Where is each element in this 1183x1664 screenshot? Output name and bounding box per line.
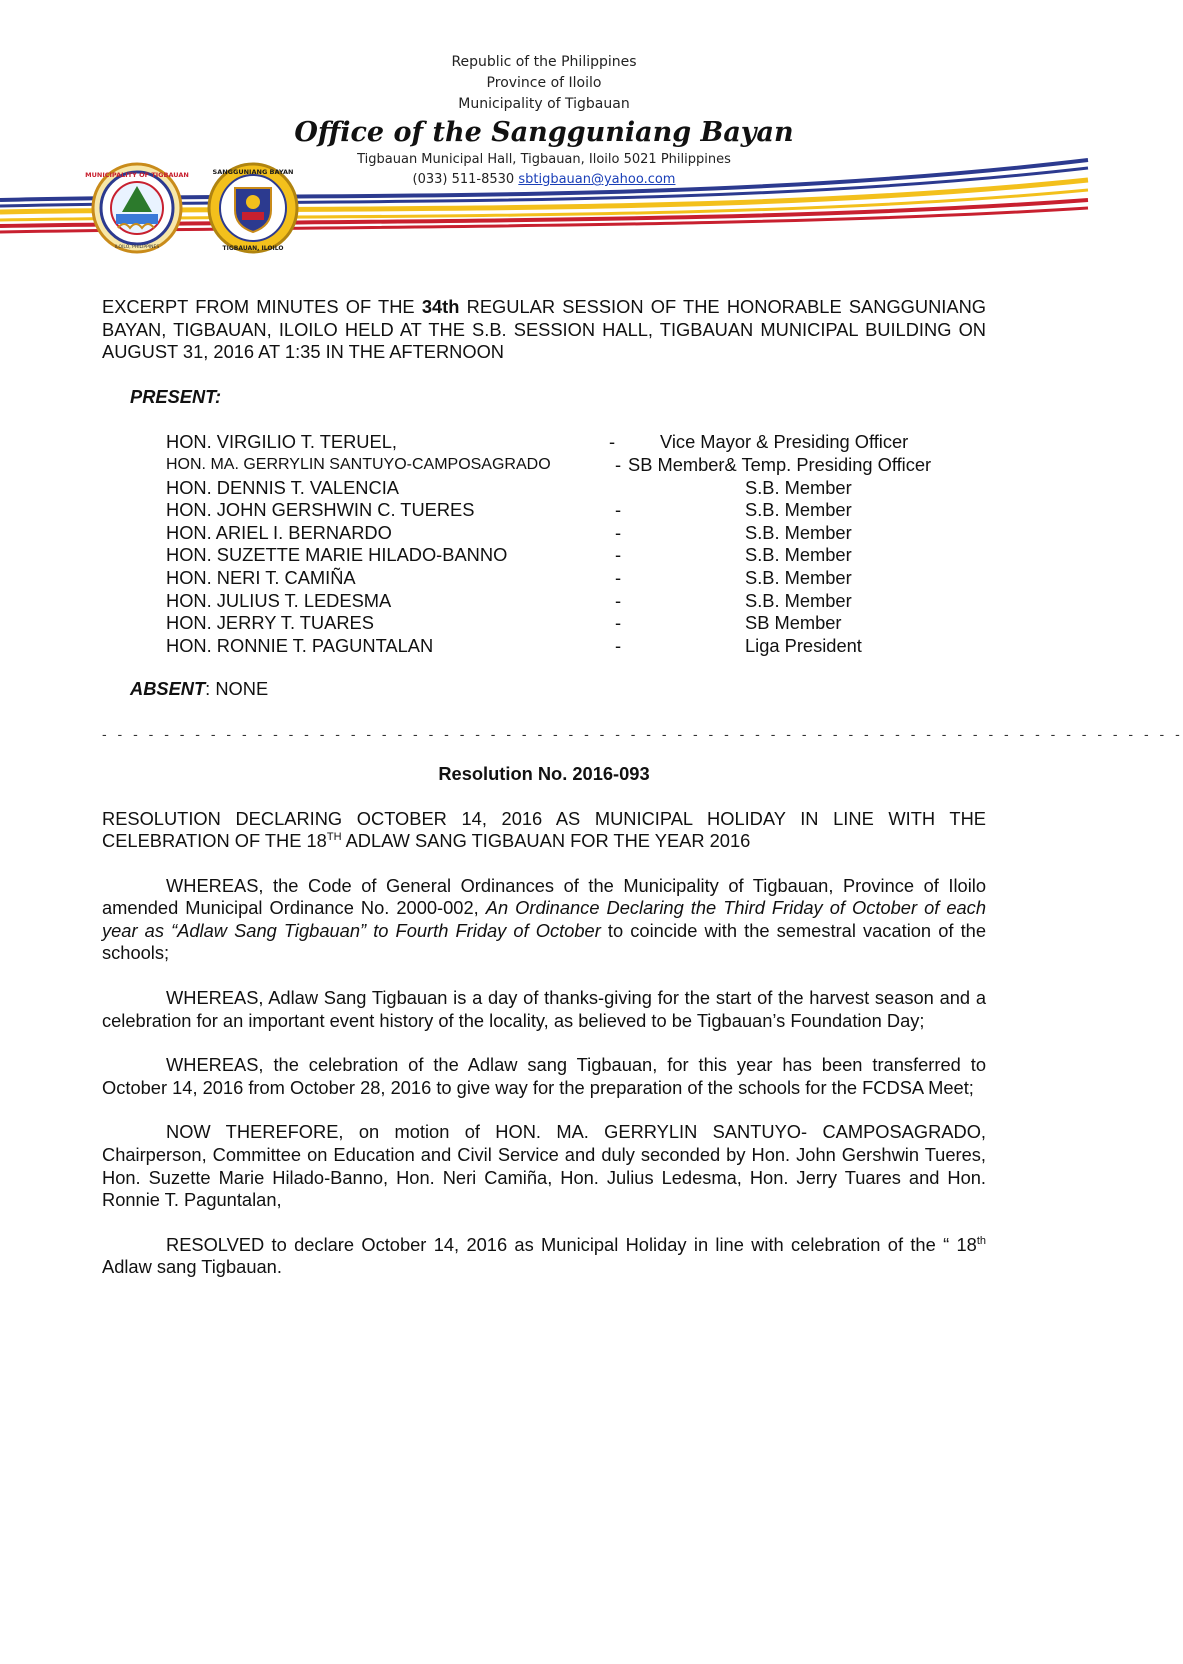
member-position: SB Member& Temp. Presiding Officer	[628, 453, 932, 475]
member-position: S.B. Member	[745, 476, 852, 498]
seal1-ring-text: MUNICIPALITY OF TIGBAUAN	[85, 171, 189, 179]
letterhead-contact	[0, 170, 1088, 190]
member-row	[166, 454, 986, 477]
whereas-paragraph-2: WHEREAS, Adlaw Sang Tigbauan is a day of thanks-giving for the start of the harvest season and a celebration for an important event history of the locality, as believed to be Tigbauan’s Foundation Day;	[102, 987, 986, 1031]
member-position: Vice Mayor & Presiding Officer	[660, 431, 909, 453]
member-dash: -	[615, 612, 622, 634]
member-position: S.B. Member	[745, 589, 852, 611]
seal2-bottom-text: TIGBAUAN, ILOILO	[222, 245, 284, 252]
whereas-paragraph-3: WHEREAS, the celebration of the Adlaw sang Tigbauan, for this year has been transferred to October 14, 2016 from October 28, 2016 to give way for the preparation of the schools for the FCDSA Meet;	[102, 1054, 986, 1098]
member-position: S.B. Member	[745, 521, 852, 543]
letterhead-email-link[interactable]: sbtigbauan@yahoo.com	[518, 172, 676, 187]
member-position: S.B. Member	[745, 566, 852, 588]
member-position: S.B. Member	[745, 544, 852, 566]
members-list	[166, 431, 986, 657]
title-sup: TH	[326, 831, 342, 843]
member-row	[166, 544, 986, 567]
member-name: HON. JULIUS T. LEDESMA	[166, 589, 392, 611]
member-dash: -	[609, 431, 616, 453]
resolved-post: Adlaw sang Tigbauan.	[102, 1256, 282, 1278]
member-name: HON. JOHN GERSHWIN C. TUERES	[166, 499, 475, 521]
member-row	[166, 612, 986, 635]
member-name: HON. DENNIS T. VALENCIA	[166, 476, 399, 498]
member-position: S.B. Member	[745, 499, 852, 521]
member-position: SB Member	[745, 612, 842, 634]
member-dash: -	[615, 589, 622, 611]
resolution-title	[102, 808, 986, 853]
member-row	[166, 477, 986, 500]
absent-value: : NONE	[205, 678, 269, 700]
now-therefore-paragraph: NOW THEREFORE, on motion of HON. MA. GERRYLIN SANTUYO- CAMPOSAGRADO, Chairperson, Committee on Education and Civil Service and duly seconded by Hon. John Gershwin Tueres, Hon. Suzette Marie Hilado-Banno, Hon. Neri Camiña, Hon. Julius Ledesma, Hon. Jerry Tuares and Hon. Ronnie T. Paguntalan,	[102, 1121, 986, 1211]
member-name: HON. SUZETTE MARIE HILADO-BANNO	[166, 544, 508, 566]
member-name: HON. JERRY T. TUARES	[166, 612, 374, 634]
letterhead-phone: (033) 511-8530	[412, 172, 515, 187]
member-name: HON. NERI T. CAMIÑA	[166, 566, 356, 588]
member-dash: -	[615, 544, 622, 566]
resolved-paragraph	[102, 1234, 986, 1279]
letterhead-province: Province of Iloilo	[486, 75, 602, 91]
member-row	[166, 431, 986, 454]
document-body	[102, 296, 1183, 1279]
member-row	[166, 499, 986, 522]
absent-label: ABSENT	[130, 678, 206, 700]
member-dash: -	[615, 453, 622, 475]
member-dash: -	[615, 634, 622, 656]
letterhead	[0, 52, 1088, 190]
member-dash: -	[615, 499, 622, 521]
letterhead-address: Tigbauan Municipal Hall, Tigbauan, Iloilo 5021 Philippines	[357, 152, 731, 167]
member-dash: -	[615, 521, 622, 543]
letterhead-republic: Republic of the Philippines	[451, 54, 637, 70]
excerpt-pre: EXCERPT FROM MINUTES OF THE	[102, 296, 422, 317]
letterhead-office-title: Office of the Sangguniang Bayan	[294, 117, 794, 148]
present-label: PRESENT:	[130, 385, 222, 407]
member-name: HON. ARIEL I. BERNARDO	[166, 521, 392, 543]
resolved-sup: th	[976, 1234, 986, 1247]
member-dash: -	[615, 566, 622, 588]
whereas1-post: to coincide with the semestral vacation of the schools;	[102, 919, 986, 964]
absent-line	[130, 678, 986, 701]
seal1-bottom-text: ILOILO, PHILIPPINES	[114, 245, 160, 250]
title-pre: RESOLUTION DECLARING OCTOBER 14, 2016 AS MUNICIPAL HOLIDAY IN LINE WITH THE CELEBRATION OF THE 18	[102, 807, 986, 852]
member-row	[166, 635, 986, 658]
member-name: HON. RONNIE T. PAGUNTALAN	[166, 634, 434, 656]
member-row	[166, 590, 986, 613]
whereas1-ordinance-title: An Ordinance Declaring the Third Friday of October of each year as “Adlaw Sang Tigbauan” to Fourth Friday of October	[102, 897, 986, 941]
letterhead-municipality: Municipality of Tigbauan	[458, 96, 630, 112]
whereas1-pre: WHEREAS, the Code of General Ordinances of the Municipality of Tigbauan, Province of Iloilo amended Municipal Ordinance No. 2000-002,	[102, 874, 986, 919]
section-divider: - - - - - - - - - - - - - - - - - - - - - - - - - - - - - - - - - - - - - - - - - - - - - - - - - - - - - - - - - - - - - - - - - - - - - -	[102, 725, 1183, 742]
member-name: HON. MA. GERRYLIN SANTUYO-CAMPOSAGRADO	[166, 455, 551, 473]
member-position: Liga President	[745, 634, 862, 656]
resolved-pre: RESOLVED to declare October 14, 2016 as Municipal Holiday in line with celebration of the “ 18	[166, 1233, 977, 1255]
excerpt-post: REGULAR SESSION OF THE HONORABLE SANGGUNIANG BAYAN, TIGBAUAN, ILOILO HELD AT THE S.B. SESSION HALL, TIGBAUAN MUNICIPAL BUILDING ON AUGUST 31, 2016 AT 1:35 IN THE AFTERNOON	[102, 296, 986, 363]
excerpt-ordinal: 34th	[421, 296, 460, 317]
member-name: HON. VIRGILIO T. TERUEL,	[166, 431, 397, 453]
title-post: ADLAW SANG TIGBAUAN FOR THE YEAR 2016	[341, 830, 751, 852]
member-row	[166, 567, 986, 590]
whereas-paragraph-1	[102, 875, 986, 965]
member-row	[166, 522, 986, 545]
resolution-number: Resolution No. 2016-093	[438, 762, 650, 784]
seal2-ring-text: SANGGUNIANG BAYAN	[212, 168, 294, 176]
excerpt-heading	[102, 296, 986, 364]
